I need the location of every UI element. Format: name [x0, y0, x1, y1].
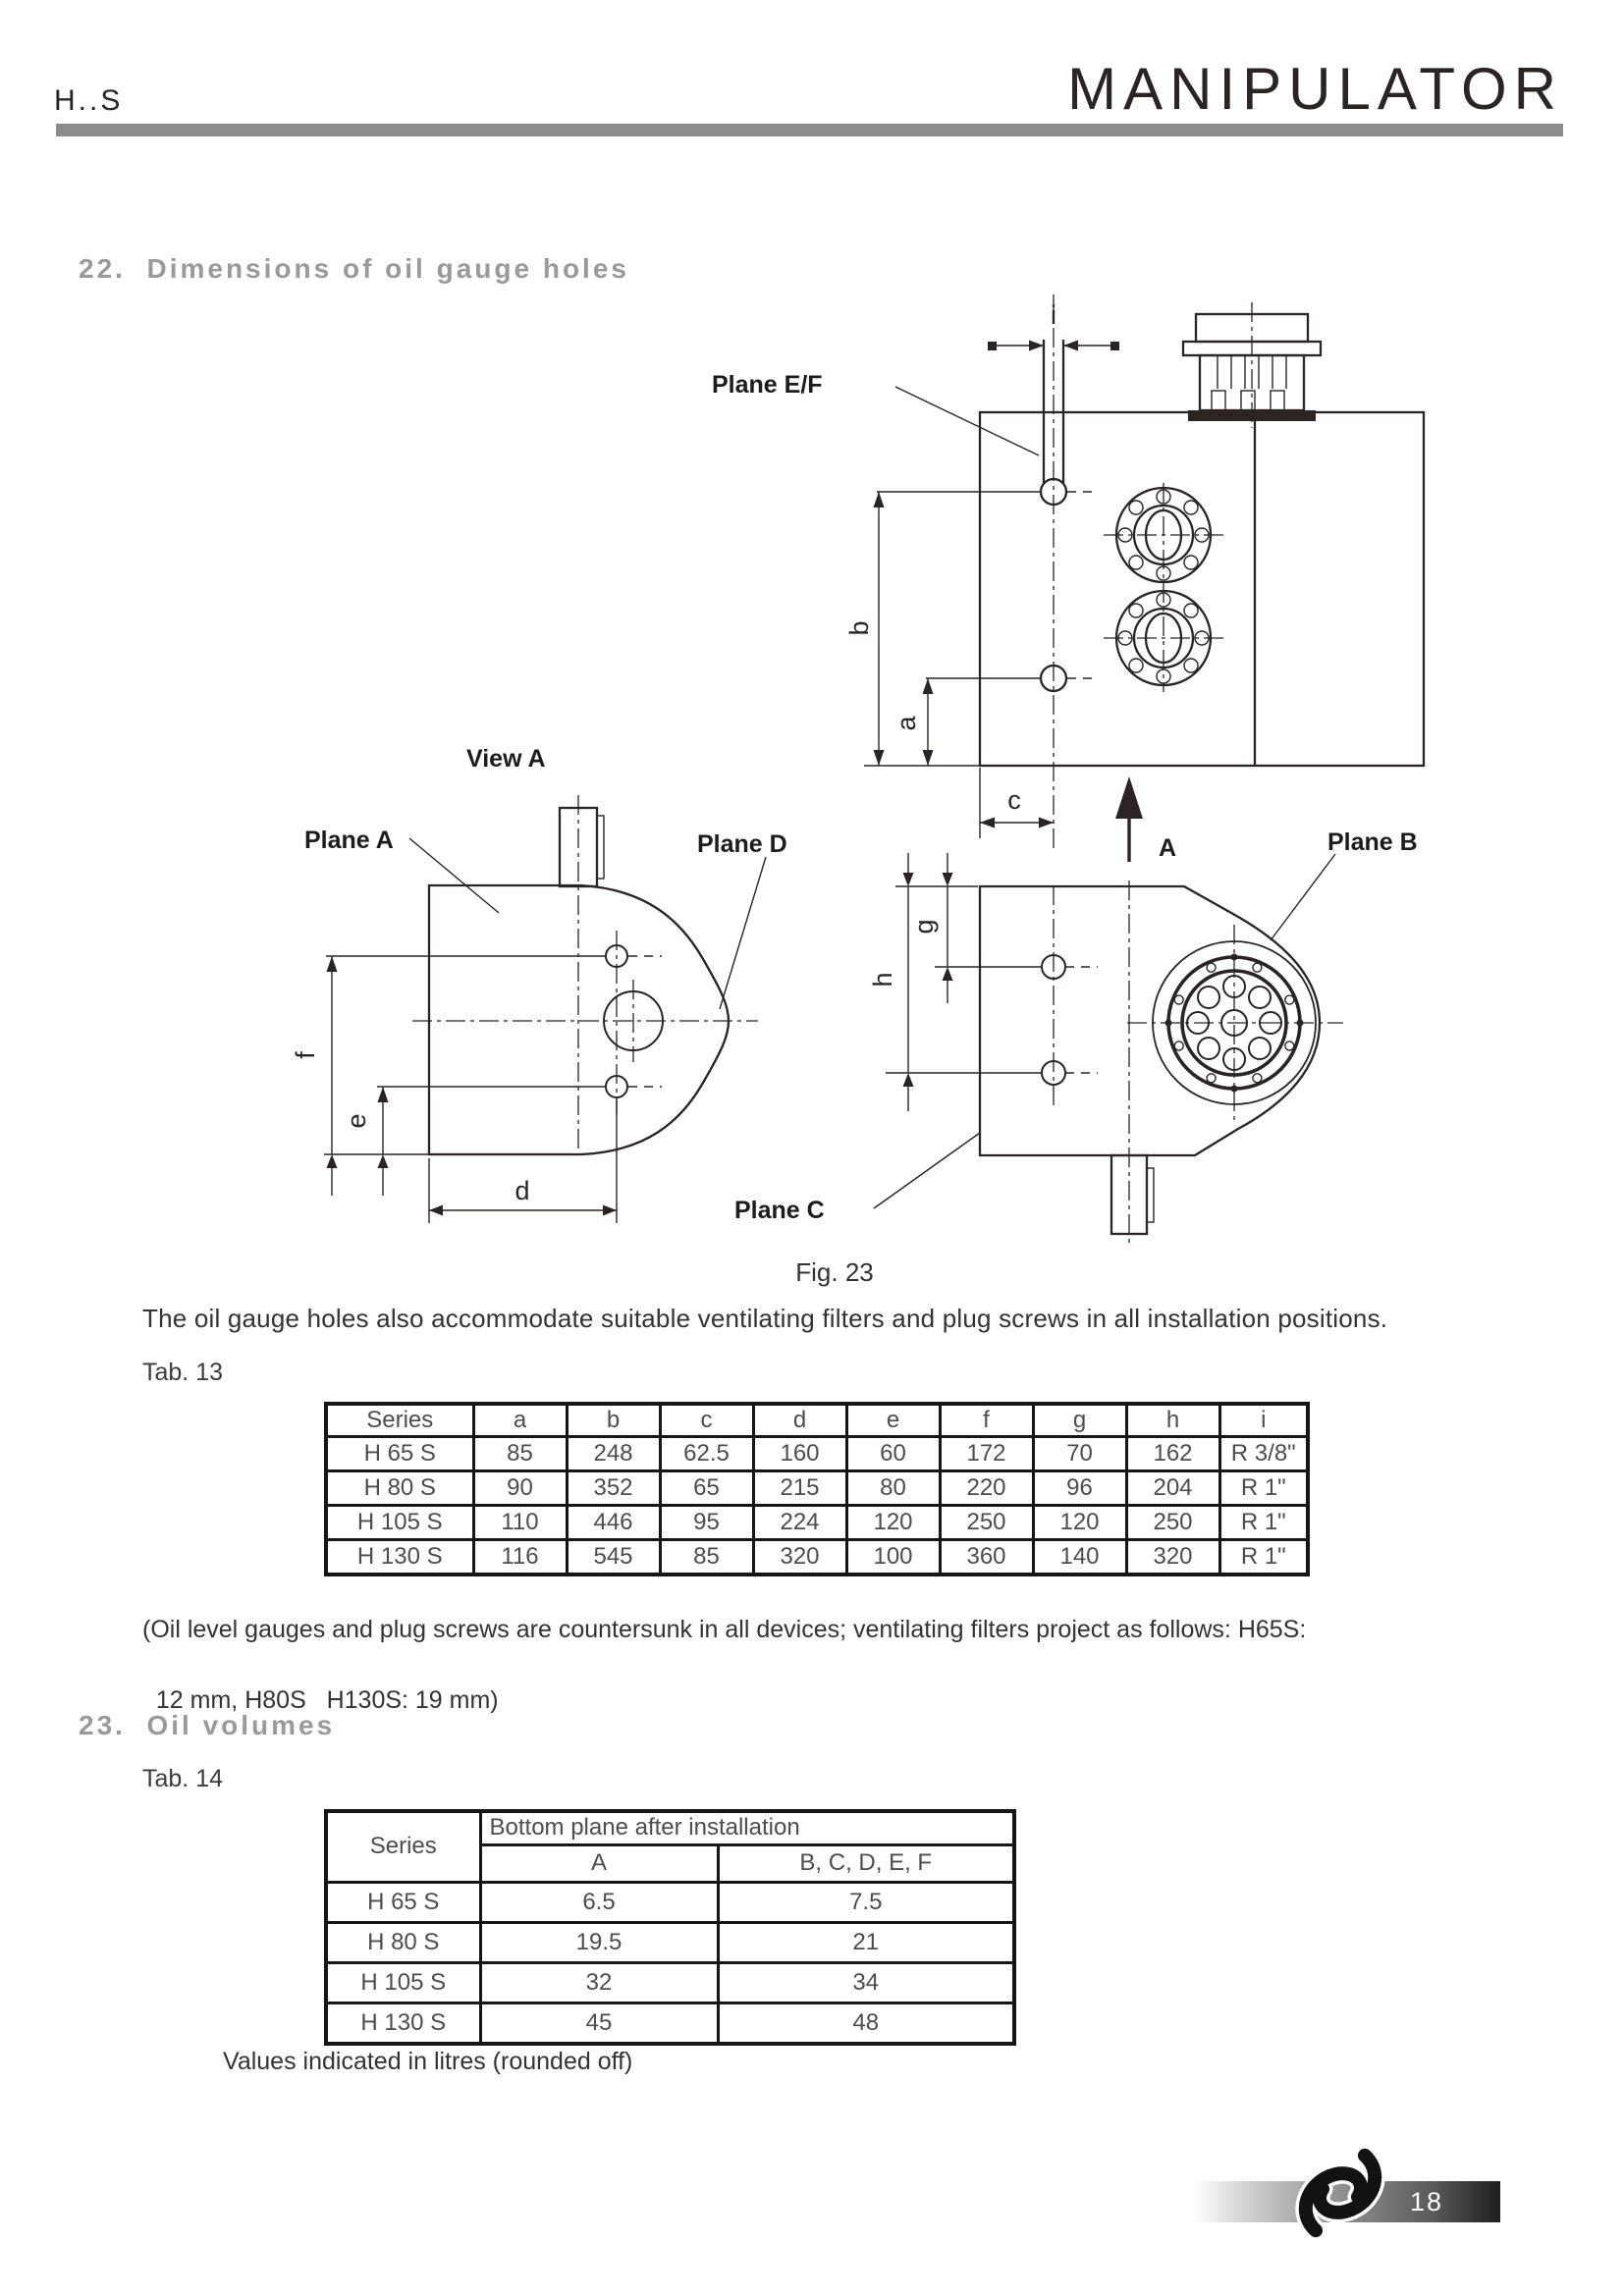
- cell: 70: [1033, 1437, 1126, 1471]
- cell: 250: [1126, 1506, 1219, 1540]
- cell: 116: [473, 1540, 567, 1575]
- col-header: h: [1126, 1404, 1219, 1437]
- plane-c-label: Plane C: [734, 1197, 825, 1224]
- table-row: [326, 1471, 1308, 1506]
- cell: 62.5: [660, 1437, 753, 1471]
- litres-footnote: Values indicated in litres (rounded off): [223, 2048, 633, 2075]
- page-number: 18: [1410, 2187, 1444, 2216]
- table-note: [142, 1612, 1517, 1718]
- dim-h-label: h: [868, 972, 897, 988]
- tab14-label: Tab. 14: [142, 1765, 224, 1792]
- cell: 545: [567, 1540, 660, 1575]
- tab13-label: Tab. 13: [142, 1359, 224, 1386]
- col-header: d: [753, 1404, 846, 1437]
- col-header: i: [1219, 1404, 1308, 1437]
- cell: 162: [1126, 1437, 1219, 1471]
- col-header: e: [846, 1404, 940, 1437]
- plane-ef-label: Plane E/F: [712, 371, 823, 399]
- col-header: f: [940, 1404, 1033, 1437]
- flange-lower: [1104, 591, 1223, 685]
- cell: 6.5: [480, 1882, 718, 1922]
- cell: 34: [718, 1962, 1014, 2002]
- dim-g-label: g: [909, 919, 939, 934]
- cell: 48: [718, 2002, 1014, 2044]
- cell: 140: [1033, 1540, 1126, 1575]
- cell: H 80 S: [326, 1471, 473, 1506]
- col-header-bcdef: B, C, D, E, F: [718, 1844, 1014, 1882]
- cell: 80: [846, 1471, 940, 1506]
- oil-volume-table: [324, 1809, 1016, 2046]
- cell: 352: [567, 1471, 660, 1506]
- cell: 19.5: [480, 1922, 718, 1962]
- cell: 110: [473, 1506, 567, 1540]
- view-arrow-label: A: [1159, 834, 1177, 862]
- cell: H 105 S: [326, 1962, 480, 2002]
- col-header: g: [1033, 1404, 1126, 1437]
- table-row: [326, 1882, 1014, 1922]
- cell: 85: [660, 1540, 753, 1575]
- plane-a-label: Plane A: [304, 827, 394, 854]
- table-row: [326, 1540, 1308, 1575]
- cell: 90: [473, 1471, 567, 1506]
- company-logo-icon: [1272, 2146, 1409, 2239]
- note-line-1: (Oil level gauges and plug screws are countersunk in all devices; ventilating filters project as follows: H65S:: [142, 1616, 1307, 1643]
- plane-d-label: Plane D: [697, 830, 787, 858]
- cell: H 65 S: [326, 1882, 480, 1922]
- cell: 95: [660, 1506, 753, 1540]
- table-header-row: [326, 1811, 1014, 1844]
- dim-i-label: i: [1051, 300, 1056, 330]
- col-header: a: [473, 1404, 567, 1437]
- cell: 65: [660, 1471, 753, 1506]
- breather-cap: [1183, 302, 1321, 428]
- cell: R 1": [1219, 1471, 1308, 1506]
- cell: H 65 S: [326, 1437, 473, 1471]
- cell: 215: [753, 1471, 846, 1506]
- intro-paragraph: The oil gauge holes also accommodate suitable ventilating filters and plug screws in all installation positions.: [142, 1304, 1388, 1333]
- note-line-2: 12 mm, H80S H130S: 19 mm): [155, 1686, 499, 1714]
- col-header-group: Bottom plane after installation: [480, 1811, 1014, 1844]
- dim-d-label: d: [514, 1176, 530, 1205]
- cell: 204: [1126, 1471, 1219, 1506]
- cell: 250: [940, 1506, 1033, 1540]
- figure-caption: Fig. 23: [795, 1257, 874, 1287]
- cell: 7.5: [718, 1882, 1014, 1922]
- col-header-series: Series: [326, 1811, 480, 1882]
- cell: H 80 S: [326, 1922, 480, 1962]
- front-view: [712, 294, 1424, 862]
- bottom-view: [697, 828, 1418, 1243]
- cell: 220: [940, 1471, 1033, 1506]
- output-flange: [1127, 925, 1343, 1121]
- cell: H 105 S: [326, 1506, 473, 1540]
- brand-title: MANIPULATOR: [1067, 56, 1563, 122]
- cell: R 1": [1219, 1540, 1308, 1575]
- cell: R 3/8": [1219, 1437, 1308, 1471]
- dim-f-label: f: [291, 1051, 320, 1059]
- cell: 320: [753, 1540, 846, 1575]
- cell: 21: [718, 1922, 1014, 1962]
- cell: 60: [846, 1437, 940, 1471]
- table-row: [326, 2002, 1014, 2044]
- table-row: [326, 1437, 1308, 1471]
- col-header: b: [567, 1404, 660, 1437]
- table-row: [326, 1506, 1308, 1540]
- cell: 32: [480, 1962, 718, 2002]
- table-header-row: [326, 1404, 1308, 1437]
- cell: 96: [1033, 1471, 1126, 1506]
- dim-b-label: b: [844, 620, 874, 636]
- section-22-heading: 22. Dimensions of oil gauge holes: [79, 253, 629, 284]
- col-header: Series: [326, 1404, 473, 1437]
- cell: 320: [1126, 1540, 1219, 1575]
- cell: 100: [846, 1540, 940, 1575]
- dimension-table: [324, 1402, 1310, 1576]
- dim-e-label: e: [342, 1113, 371, 1129]
- cell: 160: [753, 1437, 846, 1471]
- cell: 85: [473, 1437, 567, 1471]
- section-23-heading: 23. Oil volumes: [79, 1710, 336, 1740]
- view-a-arrow: [1115, 776, 1143, 819]
- table-row: [326, 1962, 1014, 2002]
- dim-a-label: a: [892, 716, 921, 731]
- cell: 120: [846, 1506, 940, 1540]
- cell: R 1": [1219, 1506, 1308, 1540]
- cell: 45: [480, 2002, 718, 2044]
- cell: H 130 S: [326, 1540, 473, 1575]
- table-row: [326, 1922, 1014, 1962]
- col-header: c: [660, 1404, 753, 1437]
- view-a-drawing: [291, 745, 758, 1223]
- cell: 172: [940, 1437, 1033, 1471]
- cell: 120: [1033, 1506, 1126, 1540]
- plane-b-label: Plane B: [1327, 828, 1418, 856]
- cell: 248: [567, 1437, 660, 1471]
- dim-c-label: c: [1007, 785, 1021, 815]
- view-a-title: View A: [466, 745, 546, 773]
- bottom-body: [980, 886, 1320, 1155]
- front-body: [980, 412, 1424, 766]
- product-code: H..S: [54, 84, 124, 117]
- cell: 360: [940, 1540, 1033, 1575]
- cell: 446: [567, 1506, 660, 1540]
- cell: 224: [753, 1506, 846, 1540]
- cell: H 130 S: [326, 2002, 480, 2044]
- col-header-a: A: [480, 1844, 718, 1882]
